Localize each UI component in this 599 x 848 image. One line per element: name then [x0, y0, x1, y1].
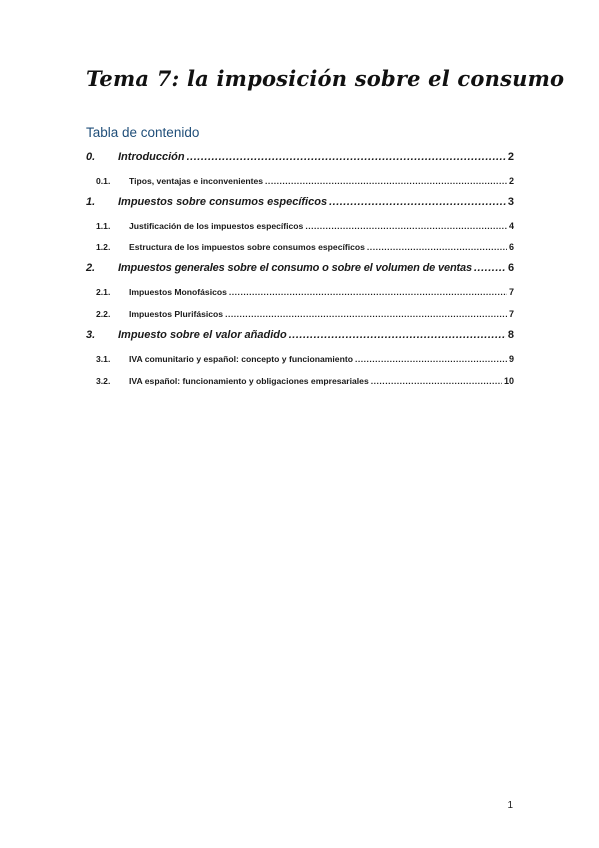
toc-entry-label: Impuesto sobre el valor añadido [118, 329, 287, 341]
toc-dot-leader [355, 354, 507, 364]
toc-dot-leader [371, 376, 502, 386]
toc-entry-label: Impuestos generales sobre el consumo o sobre el volumen de ventas [118, 262, 472, 274]
toc-entry-label: Impuestos Monofásicos [129, 287, 227, 297]
toc-subentry[interactable] [96, 176, 514, 186]
toc-entry-label: Estructura de los impuestos sobre consumos específicos [129, 242, 365, 252]
toc-dot-leader [289, 329, 506, 341]
toc-entry-page: 6 [508, 262, 514, 274]
toc-entry[interactable] [86, 196, 514, 208]
toc-dot-leader [367, 242, 507, 252]
toc-entry-label: IVA comunitario y español: concepto y funcionamiento [129, 354, 353, 364]
toc-subentry[interactable] [96, 354, 514, 364]
toc-dot-leader [474, 262, 506, 274]
document-title: Tema 7: la imposición sobre el consumo [86, 66, 565, 91]
toc-entry-page: 7 [508, 309, 514, 319]
toc-entry-number: 2.1. [96, 287, 111, 297]
toc-entry-page: 7 [508, 287, 514, 297]
toc-subentry[interactable] [96, 376, 514, 386]
toc-entry[interactable] [86, 329, 514, 341]
toc-entry-page: 2 [508, 176, 514, 186]
toc-entry-number: 3.1. [96, 354, 111, 364]
toc-entry-number: 1.1. [96, 221, 111, 231]
toc-dot-leader [187, 151, 506, 163]
toc-entry-page: 10 [503, 376, 514, 386]
toc-dot-leader [305, 221, 507, 231]
toc-entry-label: Tipos, ventajas e inconvenientes [129, 176, 264, 186]
toc-entry-number: 1. [86, 196, 96, 208]
toc-entry-label: Impuestos sobre consumos específicos [118, 196, 328, 208]
toc-dot-leader [225, 309, 507, 319]
toc-entry-page: 6 [508, 242, 514, 252]
toc-dot-leader [229, 287, 507, 297]
toc-entry[interactable] [86, 151, 514, 163]
toc-entry-page: 8 [507, 329, 514, 341]
toc-entry-page: 4 [508, 221, 514, 231]
toc-subentry[interactable] [96, 242, 514, 252]
toc-entry-number: 2. [86, 262, 95, 274]
toc-entry-page: 2 [507, 151, 514, 163]
page-number: 1 [507, 800, 513, 811]
toc-entry-number: 3.2. [96, 376, 111, 386]
toc-subentry[interactable] [96, 309, 514, 319]
toc-heading: Tabla de contenido [86, 125, 200, 140]
toc-entry-number: 2.2. [96, 309, 111, 319]
toc-entry-number: 1.2. [96, 242, 111, 252]
toc-entry-number: 0. [86, 151, 96, 163]
toc-dot-leader [265, 176, 507, 186]
toc-entry-label: Introducción [118, 151, 185, 163]
toc-entry-page: 3 [507, 196, 514, 208]
toc-entry-number: 0.1. [96, 176, 111, 186]
toc-entry-label: Impuestos Plurifásicos [129, 309, 224, 319]
toc-entry-label: IVA español: funcionamiento y obligaciones empresariales [129, 376, 369, 386]
toc-entry[interactable] [86, 262, 514, 274]
toc-subentry[interactable] [96, 221, 514, 231]
toc-dot-leader [329, 196, 506, 208]
toc-entry-page: 9 [508, 354, 514, 364]
toc-subentry[interactable] [96, 287, 514, 297]
toc-entry-label: Justificación de los impuestos específicos [129, 221, 304, 231]
toc-entry-number: 3. [86, 329, 96, 341]
